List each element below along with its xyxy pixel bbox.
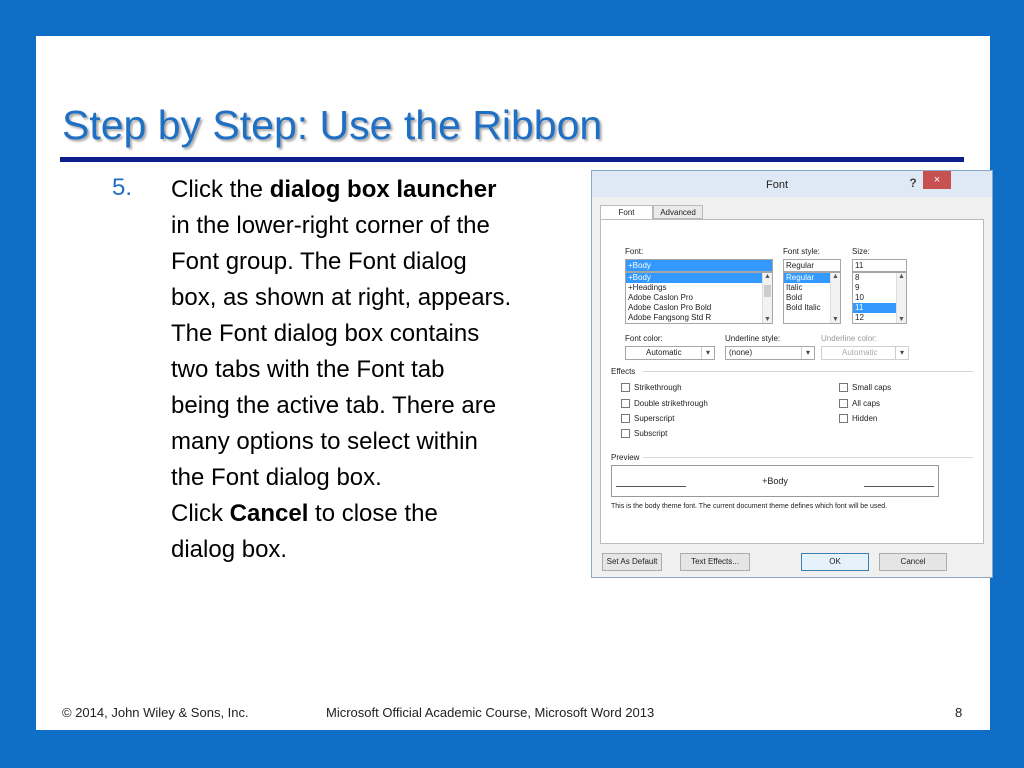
- preview-description: This is the body theme font. The current document theme defines which font will be used.: [611, 503, 888, 510]
- set-as-default-button[interactable]: Set As Default: [602, 553, 662, 571]
- step-line: dialog box.: [171, 536, 288, 563]
- dialog-titlebar: [592, 171, 992, 197]
- list-item[interactable]: 9: [855, 283, 860, 292]
- list-item[interactable]: Adobe Fangsong Std R: [628, 313, 712, 322]
- step-line: The Font dialog box contains: [171, 320, 480, 347]
- step-line: Font group. The Font dialog: [171, 248, 467, 275]
- font-tab-panel: [600, 219, 984, 544]
- scroll-up-icon[interactable]: ▲: [898, 273, 905, 280]
- scroll-thumb[interactable]: [764, 285, 771, 297]
- effects-label: Effects: [611, 367, 636, 376]
- font-dialog: [591, 170, 993, 578]
- double-strikethrough-label: Double strikethrough: [634, 399, 708, 408]
- dropdown-value: (none): [729, 348, 753, 357]
- all-caps-checkbox[interactable]: [839, 399, 848, 408]
- underline-color-dropdown[interactable]: [821, 346, 909, 360]
- list-item[interactable]: 10: [855, 293, 864, 302]
- subscript-label: Subscript: [634, 429, 668, 438]
- step-line: box, as shown at right, appears.: [171, 284, 512, 311]
- superscript-checkbox[interactable]: [621, 414, 630, 423]
- small-caps-checkbox[interactable]: [839, 383, 848, 392]
- list-item[interactable]: Italic: [786, 283, 803, 292]
- scroll-down-icon[interactable]: ▼: [898, 316, 905, 323]
- font-list-scrollbar[interactable]: [762, 273, 772, 323]
- preview-label: Preview: [611, 453, 640, 462]
- font-color-dropdown[interactable]: [625, 346, 715, 360]
- footer-copyright: © 2014, John Wiley & Sons, Inc.: [62, 705, 249, 720]
- superscript-label: Superscript: [634, 414, 675, 423]
- chevron-down-icon: ▾: [895, 347, 908, 359]
- preview-line-right: [864, 486, 934, 487]
- step-line: being the active tab. There are: [171, 392, 497, 419]
- font-style-label: Font style:: [783, 247, 820, 256]
- font-style-list[interactable]: [783, 272, 841, 324]
- scroll-down-icon[interactable]: ▼: [832, 316, 839, 323]
- tab-font[interactable]: Font: [600, 205, 653, 220]
- slide-title: Step by Step: Use the Ribbon: [62, 102, 603, 148]
- underline-color-label: Underline color:: [821, 334, 878, 343]
- ok-button[interactable]: OK: [801, 553, 869, 571]
- font-style-input[interactable]: Regular: [783, 259, 841, 272]
- text-effects-button[interactable]: Text Effects...: [680, 553, 750, 571]
- font-list[interactable]: [625, 272, 773, 324]
- strikethrough-checkbox[interactable]: [621, 383, 630, 392]
- font-color-label: Font color:: [625, 334, 663, 343]
- hidden-checkbox[interactable]: [839, 414, 848, 423]
- dropdown-value: Automatic: [646, 348, 682, 357]
- list-item[interactable]: Bold Italic: [786, 303, 821, 312]
- underline-style-dropdown[interactable]: [725, 346, 815, 360]
- step-text: [171, 172, 596, 568]
- underline-style-label: Underline style:: [725, 334, 781, 343]
- list-item[interactable]: +Headings: [628, 283, 667, 292]
- step-text-pre: Click the: [171, 176, 270, 203]
- page-number: 8: [955, 705, 963, 720]
- scroll-up-icon[interactable]: ▲: [764, 273, 771, 280]
- step-line: two tabs with the Font tab: [171, 356, 445, 383]
- title-underline: [60, 157, 964, 162]
- step-text-pre: Click: [171, 500, 230, 527]
- list-item[interactable]: Adobe Caslon Pro Bold: [628, 303, 712, 312]
- slide: [36, 36, 990, 730]
- footer-course: Microsoft Official Academic Course, Microsoft Word 2013: [326, 705, 655, 720]
- step-text-bold: dialog box launcher: [269, 176, 497, 203]
- step-number: 5.: [112, 174, 133, 201]
- font-name-input[interactable]: +Body: [625, 259, 773, 272]
- size-label: Size:: [852, 247, 870, 256]
- size-list[interactable]: [852, 272, 907, 324]
- cancel-emphasis: Cancel: [229, 500, 309, 527]
- close-button[interactable]: ×: [923, 171, 951, 189]
- double-strikethrough-checkbox[interactable]: [621, 399, 630, 408]
- list-item[interactable]: Adobe Caslon Pro: [628, 293, 693, 302]
- strikethrough-label: Strikethrough: [634, 383, 682, 392]
- tab-advanced[interactable]: Advanced: [653, 205, 703, 219]
- preview-box: [611, 465, 939, 497]
- step-line: many options to select within: [171, 428, 478, 455]
- size-input[interactable]: 11: [852, 259, 907, 272]
- list-item[interactable]: +Body: [626, 273, 772, 283]
- preview-text: +Body: [762, 476, 788, 486]
- help-button[interactable]: ?: [909, 176, 917, 190]
- list-item[interactable]: Bold: [786, 293, 803, 302]
- step-line: the Font dialog box.: [171, 464, 382, 491]
- scroll-down-icon[interactable]: ▼: [764, 316, 771, 323]
- preview-line-left: [616, 486, 686, 487]
- chevron-down-icon: ▾: [701, 347, 714, 359]
- list-item[interactable]: 11: [853, 303, 906, 313]
- chevron-down-icon: ▾: [801, 347, 814, 359]
- scroll-up-icon[interactable]: ▲: [832, 273, 839, 280]
- dropdown-value: Automatic: [842, 348, 878, 357]
- list-item[interactable]: 8: [855, 273, 860, 282]
- dialog-title: Font: [765, 179, 788, 191]
- all-caps-label: All caps: [852, 399, 881, 408]
- font-style-scrollbar[interactable]: [830, 273, 840, 323]
- font-label: Font:: [625, 247, 644, 256]
- step-line: [171, 172, 596, 208]
- step-text-post: to close the: [308, 500, 438, 527]
- step-line: in the lower-right corner of the: [171, 212, 490, 239]
- effects-separator: [643, 371, 973, 372]
- list-item[interactable]: 12: [855, 313, 864, 322]
- subscript-checkbox[interactable]: [621, 429, 630, 438]
- list-item[interactable]: Regular: [784, 273, 840, 283]
- hidden-label: Hidden: [852, 414, 878, 423]
- cancel-button[interactable]: Cancel: [879, 553, 947, 571]
- size-list-scrollbar[interactable]: [896, 273, 906, 323]
- preview-separator: [643, 457, 973, 458]
- small-caps-label: Small caps: [852, 383, 892, 392]
- step-line: [171, 496, 596, 532]
